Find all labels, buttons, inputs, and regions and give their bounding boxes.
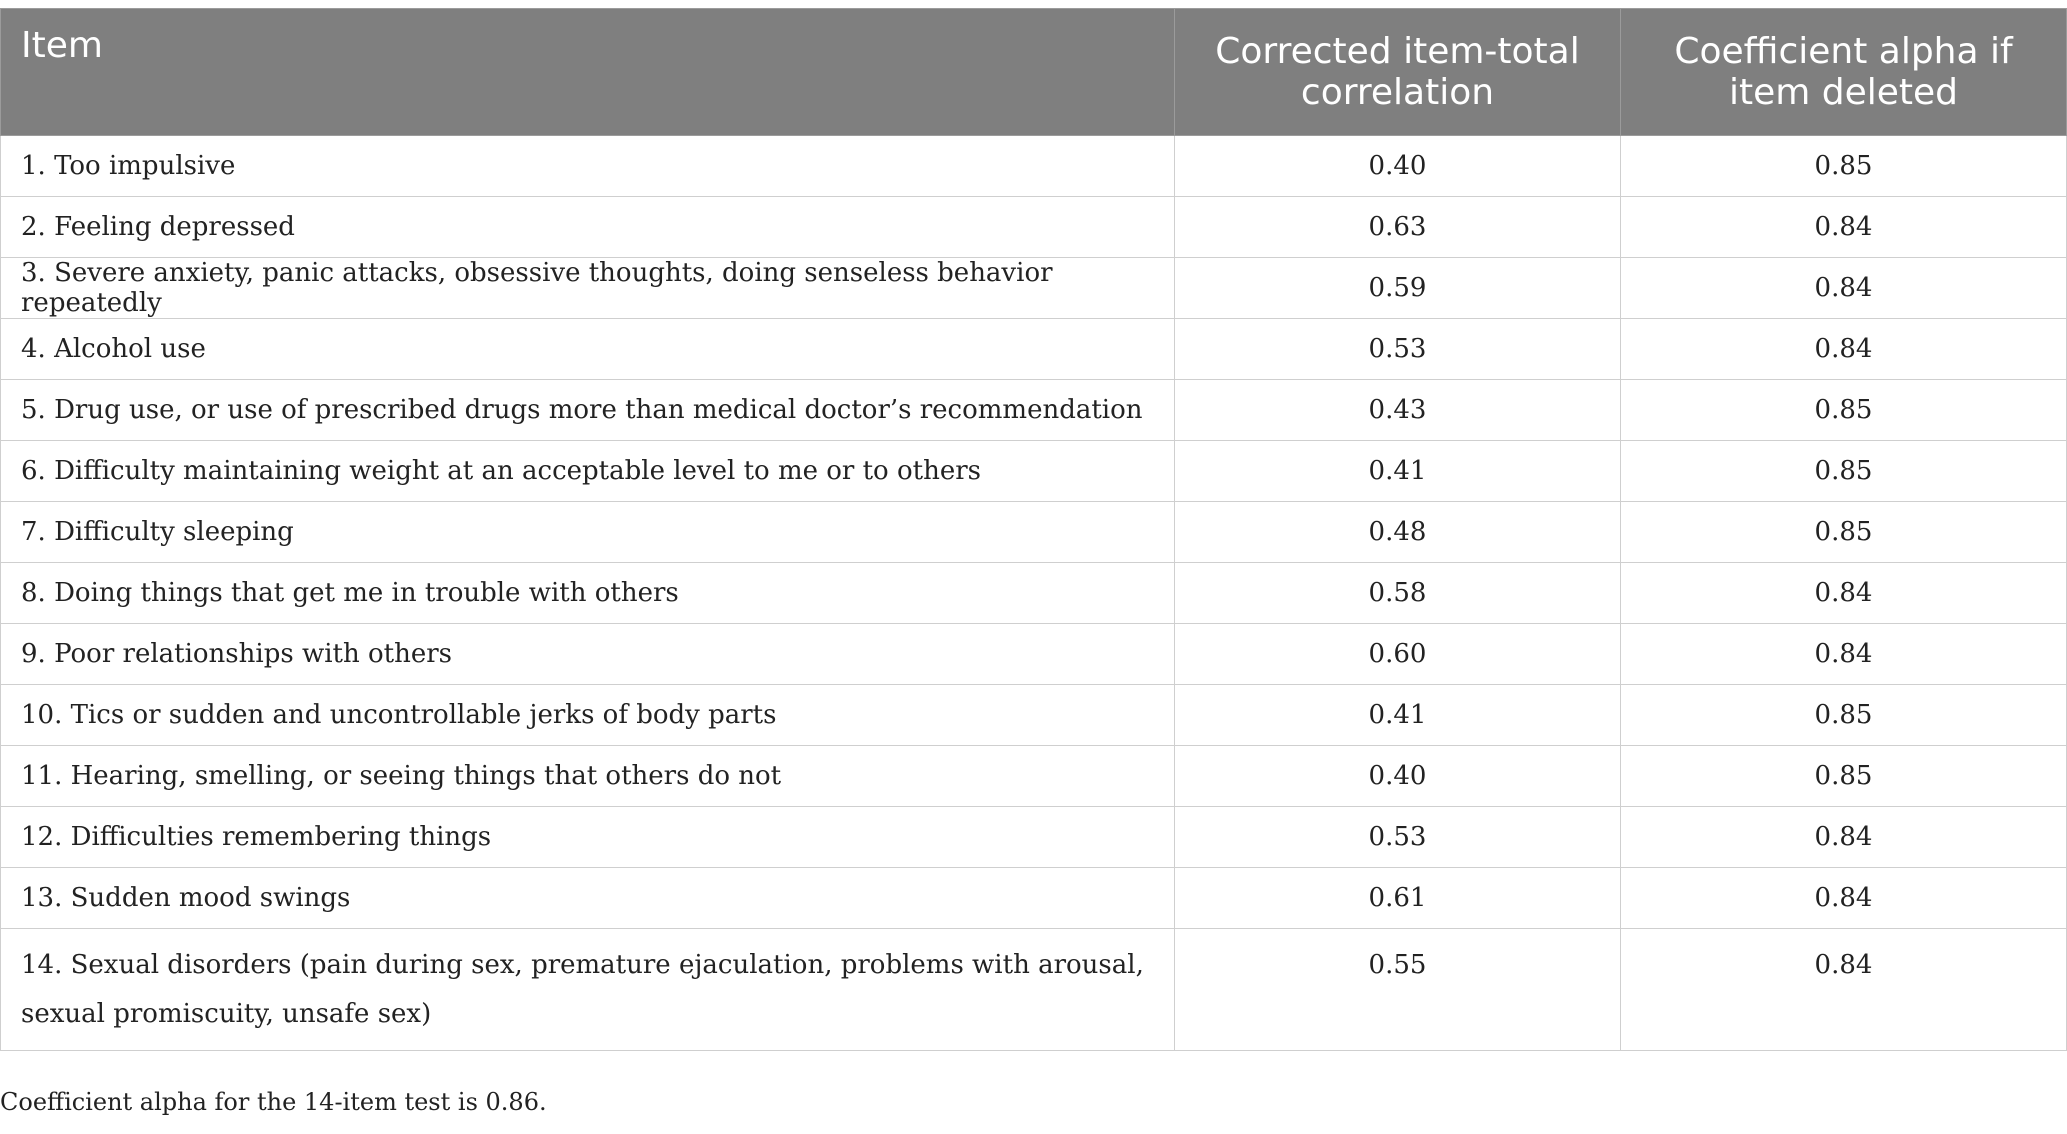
item-cell: 8. Doing things that get me in trouble with others [1,563,1175,624]
item-cell: 6. Difficulty maintaining weight at an acceptable level to me or to others [1,441,1175,502]
correlation-cell: 0.41 [1175,441,1621,502]
table-row [1,197,2067,258]
table-body [1,136,2067,1051]
item-reliability-table [0,8,2067,1051]
item-cell: 2. Feeling depressed [1,197,1175,258]
correlation-cell: 0.40 [1175,746,1621,807]
alpha-cell: 0.85 [1621,380,2067,441]
item-cell: 5. Drug use, or use of prescribed drugs more than medical doctor’s recommendation [1,380,1175,441]
alpha-cell: 0.84 [1621,624,2067,685]
item-cell: 9. Poor relationships with others [1,624,1175,685]
table-row [1,929,2067,1051]
item-cell: 14. Sexual disorders (pain during sex, premature ejaculation, problems with arousal, sexual promiscuity, unsafe sex) [1,929,1175,1051]
table-row [1,441,2067,502]
header-alpha-if-deleted [1621,9,2067,136]
alpha-cell: 0.84 [1621,319,2067,380]
table-row [1,624,2067,685]
table-row [1,319,2067,380]
reliability-table-container [0,8,2067,1051]
item-cell: 13. Sudden mood swings [1,868,1175,929]
table-row [1,258,2067,319]
table-row [1,380,2067,441]
alpha-cell: 0.85 [1621,136,2067,197]
correlation-cell: 0.43 [1175,380,1621,441]
correlation-cell: 0.63 [1175,197,1621,258]
table-footnote: Coefficient alpha for the 14-item test is 0.86. [0,1088,547,1116]
alpha-cell: 0.84 [1621,807,2067,868]
alpha-cell: 0.84 [1621,258,2067,319]
alpha-cell: 0.84 [1621,563,2067,624]
header-corrected-item-total-correlation [1175,9,1621,136]
table-row [1,807,2067,868]
table-row [1,502,2067,563]
header-correlation-text: Corrected item-total correlation [1215,31,1580,113]
header-item: Item [1,9,1175,136]
header-alpha-text: Coefficient alpha if item deleted [1674,31,2013,113]
table-row [1,868,2067,929]
item-cell: 12. Difficulties remembering things [1,807,1175,868]
table-row [1,563,2067,624]
item-cell: 10. Tics or sudden and uncontrollable jerks of body parts [1,685,1175,746]
table-row [1,136,2067,197]
alpha-cell: 0.84 [1621,868,2067,929]
correlation-cell: 0.59 [1175,258,1621,319]
alpha-cell: 0.85 [1621,685,2067,746]
correlation-cell: 0.60 [1175,624,1621,685]
correlation-cell: 0.61 [1175,868,1621,929]
item-cell: 1. Too impulsive [1,136,1175,197]
table-row [1,685,2067,746]
correlation-cell: 0.55 [1175,929,1621,1051]
alpha-cell: 0.85 [1621,441,2067,502]
item-cell: 11. Hearing, smelling, or seeing things that others do not [1,746,1175,807]
item-cell: 4. Alcohol use [1,319,1175,380]
item-cell: 7. Difficulty sleeping [1,502,1175,563]
alpha-cell: 0.85 [1621,502,2067,563]
correlation-cell: 0.53 [1175,807,1621,868]
alpha-cell: 0.85 [1621,746,2067,807]
correlation-cell: 0.41 [1175,685,1621,746]
correlation-cell: 0.58 [1175,563,1621,624]
alpha-cell: 0.84 [1621,197,2067,258]
item-cell: 3. Severe anxiety, panic attacks, obsessive thoughts, doing senseless behavior repeatedly [1,258,1175,319]
correlation-cell: 0.40 [1175,136,1621,197]
correlation-cell: 0.53 [1175,319,1621,380]
alpha-cell: 0.84 [1621,929,2067,1051]
table-header-row [1,9,2067,136]
table-row [1,746,2067,807]
correlation-cell: 0.48 [1175,502,1621,563]
